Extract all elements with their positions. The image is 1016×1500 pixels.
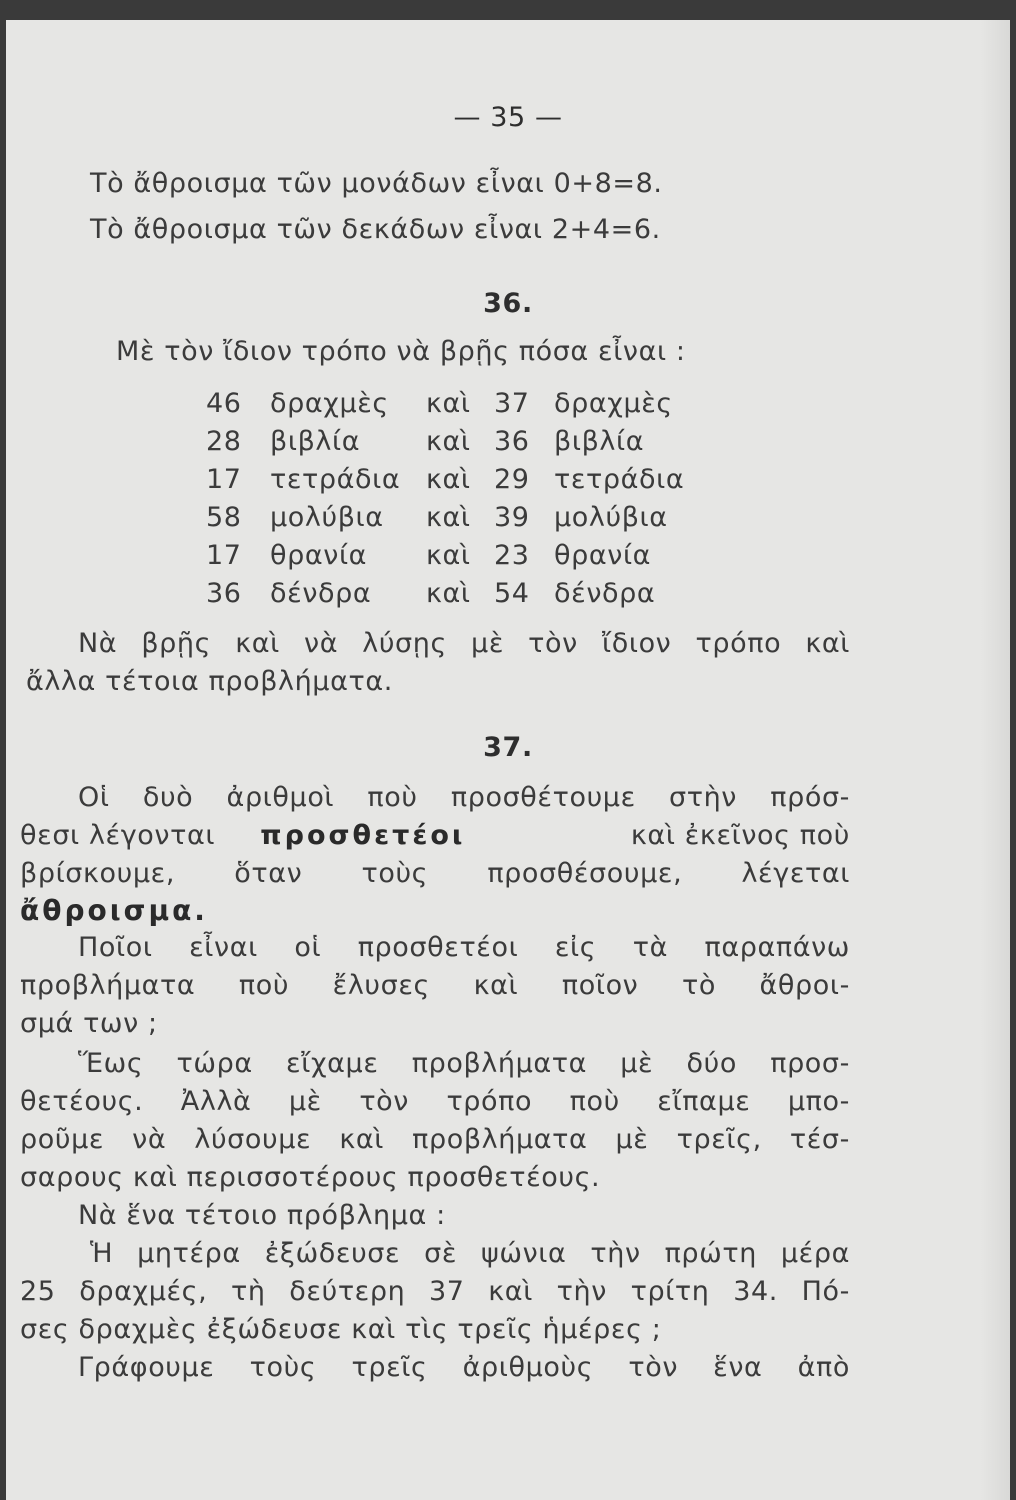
section-36-closing-2: ἄλλα τέτοια προβλήματα. — [26, 666, 393, 697]
item-a: θρανία — [270, 540, 368, 571]
number-a: 17 — [206, 464, 242, 495]
conjunction: καὶ — [426, 540, 471, 571]
p6-line: Γράφουμε τοὺς τρεῖς ἀριθμοὺς τὸν ἕνα ἀπὸ — [78, 1352, 850, 1383]
p1-line-2 — [20, 820, 850, 851]
section-37-number: 37. — [483, 732, 533, 763]
item-b: μολύβια — [554, 502, 668, 533]
table-row — [6, 426, 1010, 464]
number-b: 29 — [494, 464, 530, 495]
table-row — [6, 540, 1010, 578]
number-a: 46 — [206, 388, 242, 419]
item-b: δραχμὲς — [554, 388, 673, 419]
item-b: θρανία — [554, 540, 652, 571]
number-b: 23 — [494, 540, 530, 571]
number-b: 36 — [494, 426, 530, 457]
number-b: 39 — [494, 502, 530, 533]
item-a: μολύβια — [270, 502, 384, 533]
conjunction: καὶ — [426, 388, 471, 419]
p5-line-3: σες δραχμὲς ἐξώδευσε καὶ τὶς τρεῖς ἡμέρες ; — [20, 1314, 662, 1345]
conjunction: καὶ — [426, 464, 471, 495]
p2-line-3: σμά των ; — [20, 1008, 158, 1039]
item-a: δένδρα — [270, 578, 372, 609]
table-row — [6, 388, 1010, 426]
number-a: 28 — [206, 426, 242, 457]
book-page — [6, 20, 1010, 1500]
term-sum: ἄθροισμα. — [20, 894, 208, 927]
p1-line-2-end: καὶ ἐκεῖνος ποὺ — [630, 820, 850, 851]
item-b: τετράδια — [554, 464, 685, 495]
number-b: 54 — [494, 578, 530, 609]
p1-line-1: Οἱ δυὸ ἀριθμοὶ ποὺ προσθέτουμε στὴν πρόσ- — [78, 782, 850, 813]
number-a: 58 — [206, 502, 242, 533]
item-a: βιβλία — [270, 426, 361, 457]
p3-line-1: Ἕως τώρα εἴχαμε προβλήματα μὲ δύο προσ- — [78, 1048, 850, 1079]
p3-line-4: σαρους καὶ περισσοτέρους προσθετέους. — [20, 1162, 601, 1193]
section-36-prompt: Μὲ τὸν ἴδιον τρόπο νὰ βρῇς πόσα εἶναι : — [116, 336, 686, 367]
number-b: 37 — [494, 388, 530, 419]
p2-line-1: Ποῖοι εἶναι οἱ προσθετέοι εἰς τὰ παραπάνω — [78, 932, 850, 963]
number-a: 36 — [206, 578, 242, 609]
conjunction: καὶ — [426, 426, 471, 457]
p4-line: Νὰ ἕνα τέτοιο πρόβλημα : — [78, 1200, 446, 1231]
p5-line-2: 25 δραχμές, τὴ δεύτερη 37 καὶ τὴν τρίτη 34. Πό- — [20, 1276, 850, 1307]
p3-line-2: θετέους. Ἀλλὰ μὲ τὸν τρόπο ποὺ εἴπαμε μπο- — [20, 1086, 850, 1117]
item-a: τετράδια — [270, 464, 401, 495]
item-a: δραχμὲς — [270, 388, 389, 419]
p1-line-2-start: θεσι λέγονται — [20, 820, 216, 851]
page-number: — 35 — — [453, 102, 563, 133]
intro-line-2: Τὸ ἄθροισμα τῶν δεκάδων εἶναι 2+4=6. — [90, 214, 661, 245]
conjunction: καὶ — [426, 578, 471, 609]
number-a: 17 — [206, 540, 242, 571]
term-addends: προσθετέοι — [260, 820, 466, 851]
conjunction: καὶ — [426, 502, 471, 533]
section-36-number: 36. — [483, 288, 533, 319]
item-b: βιβλία — [554, 426, 645, 457]
table-row — [6, 502, 1010, 540]
p3-line-3: ροῦμε νὰ λύσουμε καὶ προβλήματα μὲ τρεῖς, τέσ- — [20, 1124, 850, 1155]
p5-line-1: Ἡ μητέρα ἐξώδευσε σὲ ψώνια τὴν πρώτη μέρα — [90, 1238, 850, 1269]
item-b: δένδρα — [554, 578, 656, 609]
table-row — [6, 464, 1010, 502]
p2-line-2: προβλήματα ποὺ ἔλυσες καὶ ποῖον τὸ ἄθροι- — [20, 970, 850, 1001]
section-36-closing-1: Νὰ βρῇς καὶ νὰ λύσῃς μὲ τὸν ἴδιον τρόπο καὶ — [78, 628, 850, 659]
p1-line-3: βρίσκουμε, ὅταν τοὺς προσθέσουμε, λέγεται — [20, 858, 850, 889]
intro-line-1: Τὸ ἄθροισμα τῶν μονάδων εἶναι 0+8=8. — [90, 168, 663, 199]
table-row — [6, 578, 1010, 616]
